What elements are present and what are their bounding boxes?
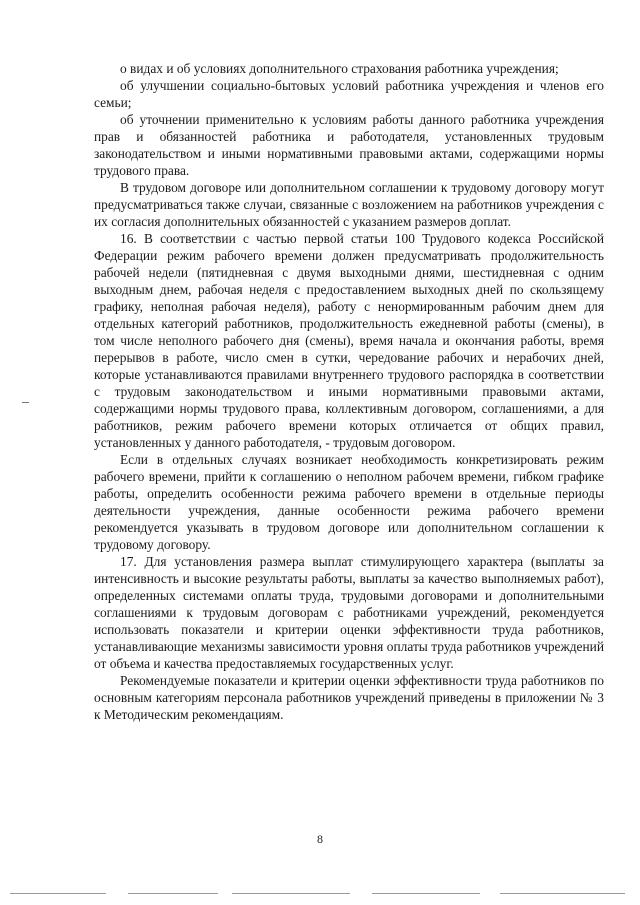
margin-mark — [22, 402, 29, 403]
paragraph-recommended-indicators: Рекомендуемые показатели и критерии оценки эффективности труда работников по основным категориям персонала работников учреждений приведены в приложении № 3 к Методическим рекомендациям. — [94, 673, 604, 722]
bottom-scan-line — [232, 893, 350, 894]
page-number: 8 — [317, 832, 323, 846]
bottom-scan-line — [500, 893, 625, 894]
paragraph-additional-duties: В трудовом договоре или дополнительном соглашении к трудовому договору могут предусматриваться также случаи, связанные с возложением на работников учреждения с их согласия дополнительных обязанностей с указанием размеров доплат. — [94, 180, 604, 229]
document-body — [94, 60, 604, 723]
paragraph-17-incentive-payments: 17. Для установления размера выплат стимулирующего характера (выплаты за интенсивность и высокие результаты работы, выплаты за качество выполняемых работ), определенных системами оплаты труда, трудовыми договорами и дополнительными соглашениями к трудовым договорам с работниками учреждений, рекомендуется использовать показатели и критерии оценки эффективности труда работников, устанавливающие механизмы зависимости уровня оплаты труда работников учреждений от объема и качества предоставляемых государственных услуг. — [94, 554, 604, 671]
paragraph-insurance: о видах и об условиях дополнительного страхования работника учреждения; — [120, 61, 559, 76]
bottom-scan-line — [128, 893, 218, 894]
bottom-scan-line — [10, 893, 106, 894]
bottom-scan-line — [372, 893, 480, 894]
paragraph-living-conditions: об улучшении социально-бытовых условий работника учреждения и членов его семьи; — [94, 78, 604, 110]
paragraph-rights-clarification: об уточнении применительно к условиям работы данного работника учреждения прав и обязанностей работника и работодателя, установленных трудовым законодательством и иными нормативными правовыми актами, содержащими нормы трудового права. — [94, 112, 604, 178]
paragraph-working-time-specifics: Если в отдельных случаях возникает необходимость конкретизировать режим рабочего времени, прийти к соглашению о неполном рабочем времени, гибком графике работы, определить особенности режима рабочего времени в отдельные периоды деятельности учреждения, данные особенности режима рабочего времени рекомендуется указывать в трудовом договоре или дополнительном соглашении к трудовому договору. — [94, 452, 604, 552]
paragraph-16-working-time: 16. В соответствии с частью первой статьи 100 Трудового кодекса Российской Федерации режим рабочего времени должен предусматривать продолжительность рабочей недели (пятидневная с двумя выходными днями, шестидневная с одним выходным днем, рабочая неделя с предоставлением выходных дней по скользящему графику, неполная рабочая неделя), работу с ненормированным рабочим днем для отдельных категорий работников, продолжительность ежедневной работы (смены), в том числе неполного рабочего дня (смены), время начала и окончания работы, время перерывов в работе, число смен в сутки, чередование рабочих и нерабочих дней, которые устанавливаются правилами внутреннего трудового распорядка в соответствии с трудовым законодательством и иными нормативными правовыми актами, содержащими нормы трудового права, коллективным договором, соглашениями, а для работников, режим рабочего времени которых отличается от общих правил, установленных у данного работодателя, - трудовым договором. — [94, 231, 604, 450]
